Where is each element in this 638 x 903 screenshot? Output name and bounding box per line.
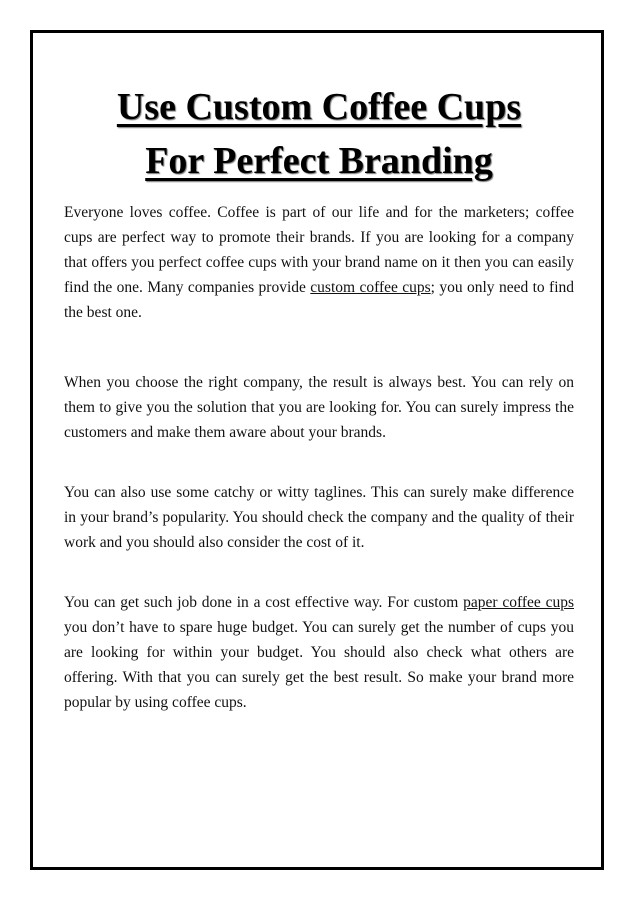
title-line-2: For Perfect Branding bbox=[145, 140, 493, 182]
paragraph-1-text-before: Everyone loves coffee. Coffee is part of our life and for the marketers; coffee cups are perfect way to promote their brands. If you are looking for a company that offers you perfect coffee cups with your brand name on it then you can easily find the one. Many companies provide bbox=[64, 204, 574, 296]
paragraph-3: You can also use some catchy or witty taglines. This can surely make difference in your brand’s popularity. You should check the company and the quality of their work and you should also consider the cost of it. bbox=[64, 484, 574, 551]
paragraph-2: When you choose the right company, the result is always best. You can rely on them to give you the solution that you are looking for. You can surely impress the customers and make them aware about your brands. bbox=[64, 374, 574, 441]
custom-coffee-cups-link[interactable]: custom coffee cups bbox=[310, 279, 431, 296]
paragraph-1-text-after: ; you only need to find the best one. bbox=[64, 279, 574, 321]
paragraph-1 bbox=[64, 200, 574, 325]
paragraph-4 bbox=[64, 590, 574, 715]
page-title bbox=[40, 80, 598, 188]
paragraph-4-text-before: You can get such job done in a cost effective way. For custom bbox=[64, 594, 464, 611]
title-line-1: Use Custom Coffee Cups bbox=[116, 86, 522, 128]
paper-coffee-cups-link[interactable]: paper coffee cups bbox=[463, 594, 575, 611]
paragraph-4-text-after: you don’t have to spare huge budget. You can surely get the number of cups you are looking for within your budget. You should also check what others are offering. With that you can surely get the best result. So make your brand more popular by using coffee cups. bbox=[64, 619, 574, 711]
